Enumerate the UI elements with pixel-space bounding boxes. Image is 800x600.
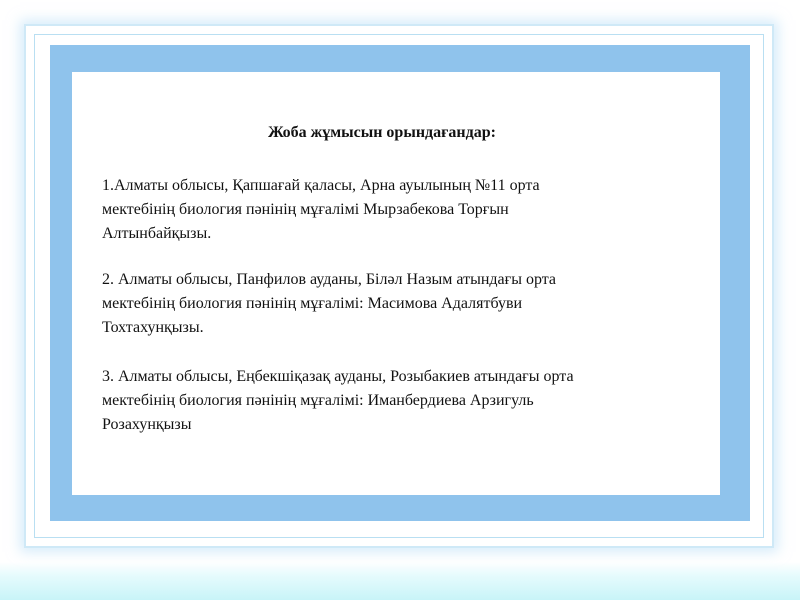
entry-line: 2. Алматы облысы, Панфилов ауданы, Біләл Назым атындағы орта — [102, 271, 557, 288]
contributor-entry-1 — [102, 174, 702, 246]
entry-line: 1.Алматы облысы, Қапшағай қаласы, Арна ауылының №11 орта — [102, 177, 540, 194]
entry-line: Розахунқызы — [102, 416, 192, 433]
entry-line: мектебінің биология пәнінің мұғалімі: Иманбердиева Арзигуль — [102, 392, 534, 409]
content-panel — [72, 72, 720, 495]
entry-line: мектебінің биология пәнінің мұғалімі Мырзабекова Торғын — [102, 201, 509, 218]
entry-line: Тохтахунқызы. — [102, 319, 204, 336]
entry-line: мектебінің биология пәнінің мұғалімі: Масимова Адалятбуви — [102, 295, 523, 312]
entry-line: 3. Алматы облысы, Еңбекшіқазақ ауданы, Розыбакиев атындағы орта — [102, 368, 574, 385]
contributor-entry-2 — [102, 268, 702, 340]
contributor-entry-3 — [102, 365, 702, 437]
bottom-gradient-band — [0, 562, 800, 600]
entry-line: Алтынбайқызы. — [102, 225, 212, 242]
page-title: Жоба жұмысын орындағандар: — [268, 124, 496, 141]
